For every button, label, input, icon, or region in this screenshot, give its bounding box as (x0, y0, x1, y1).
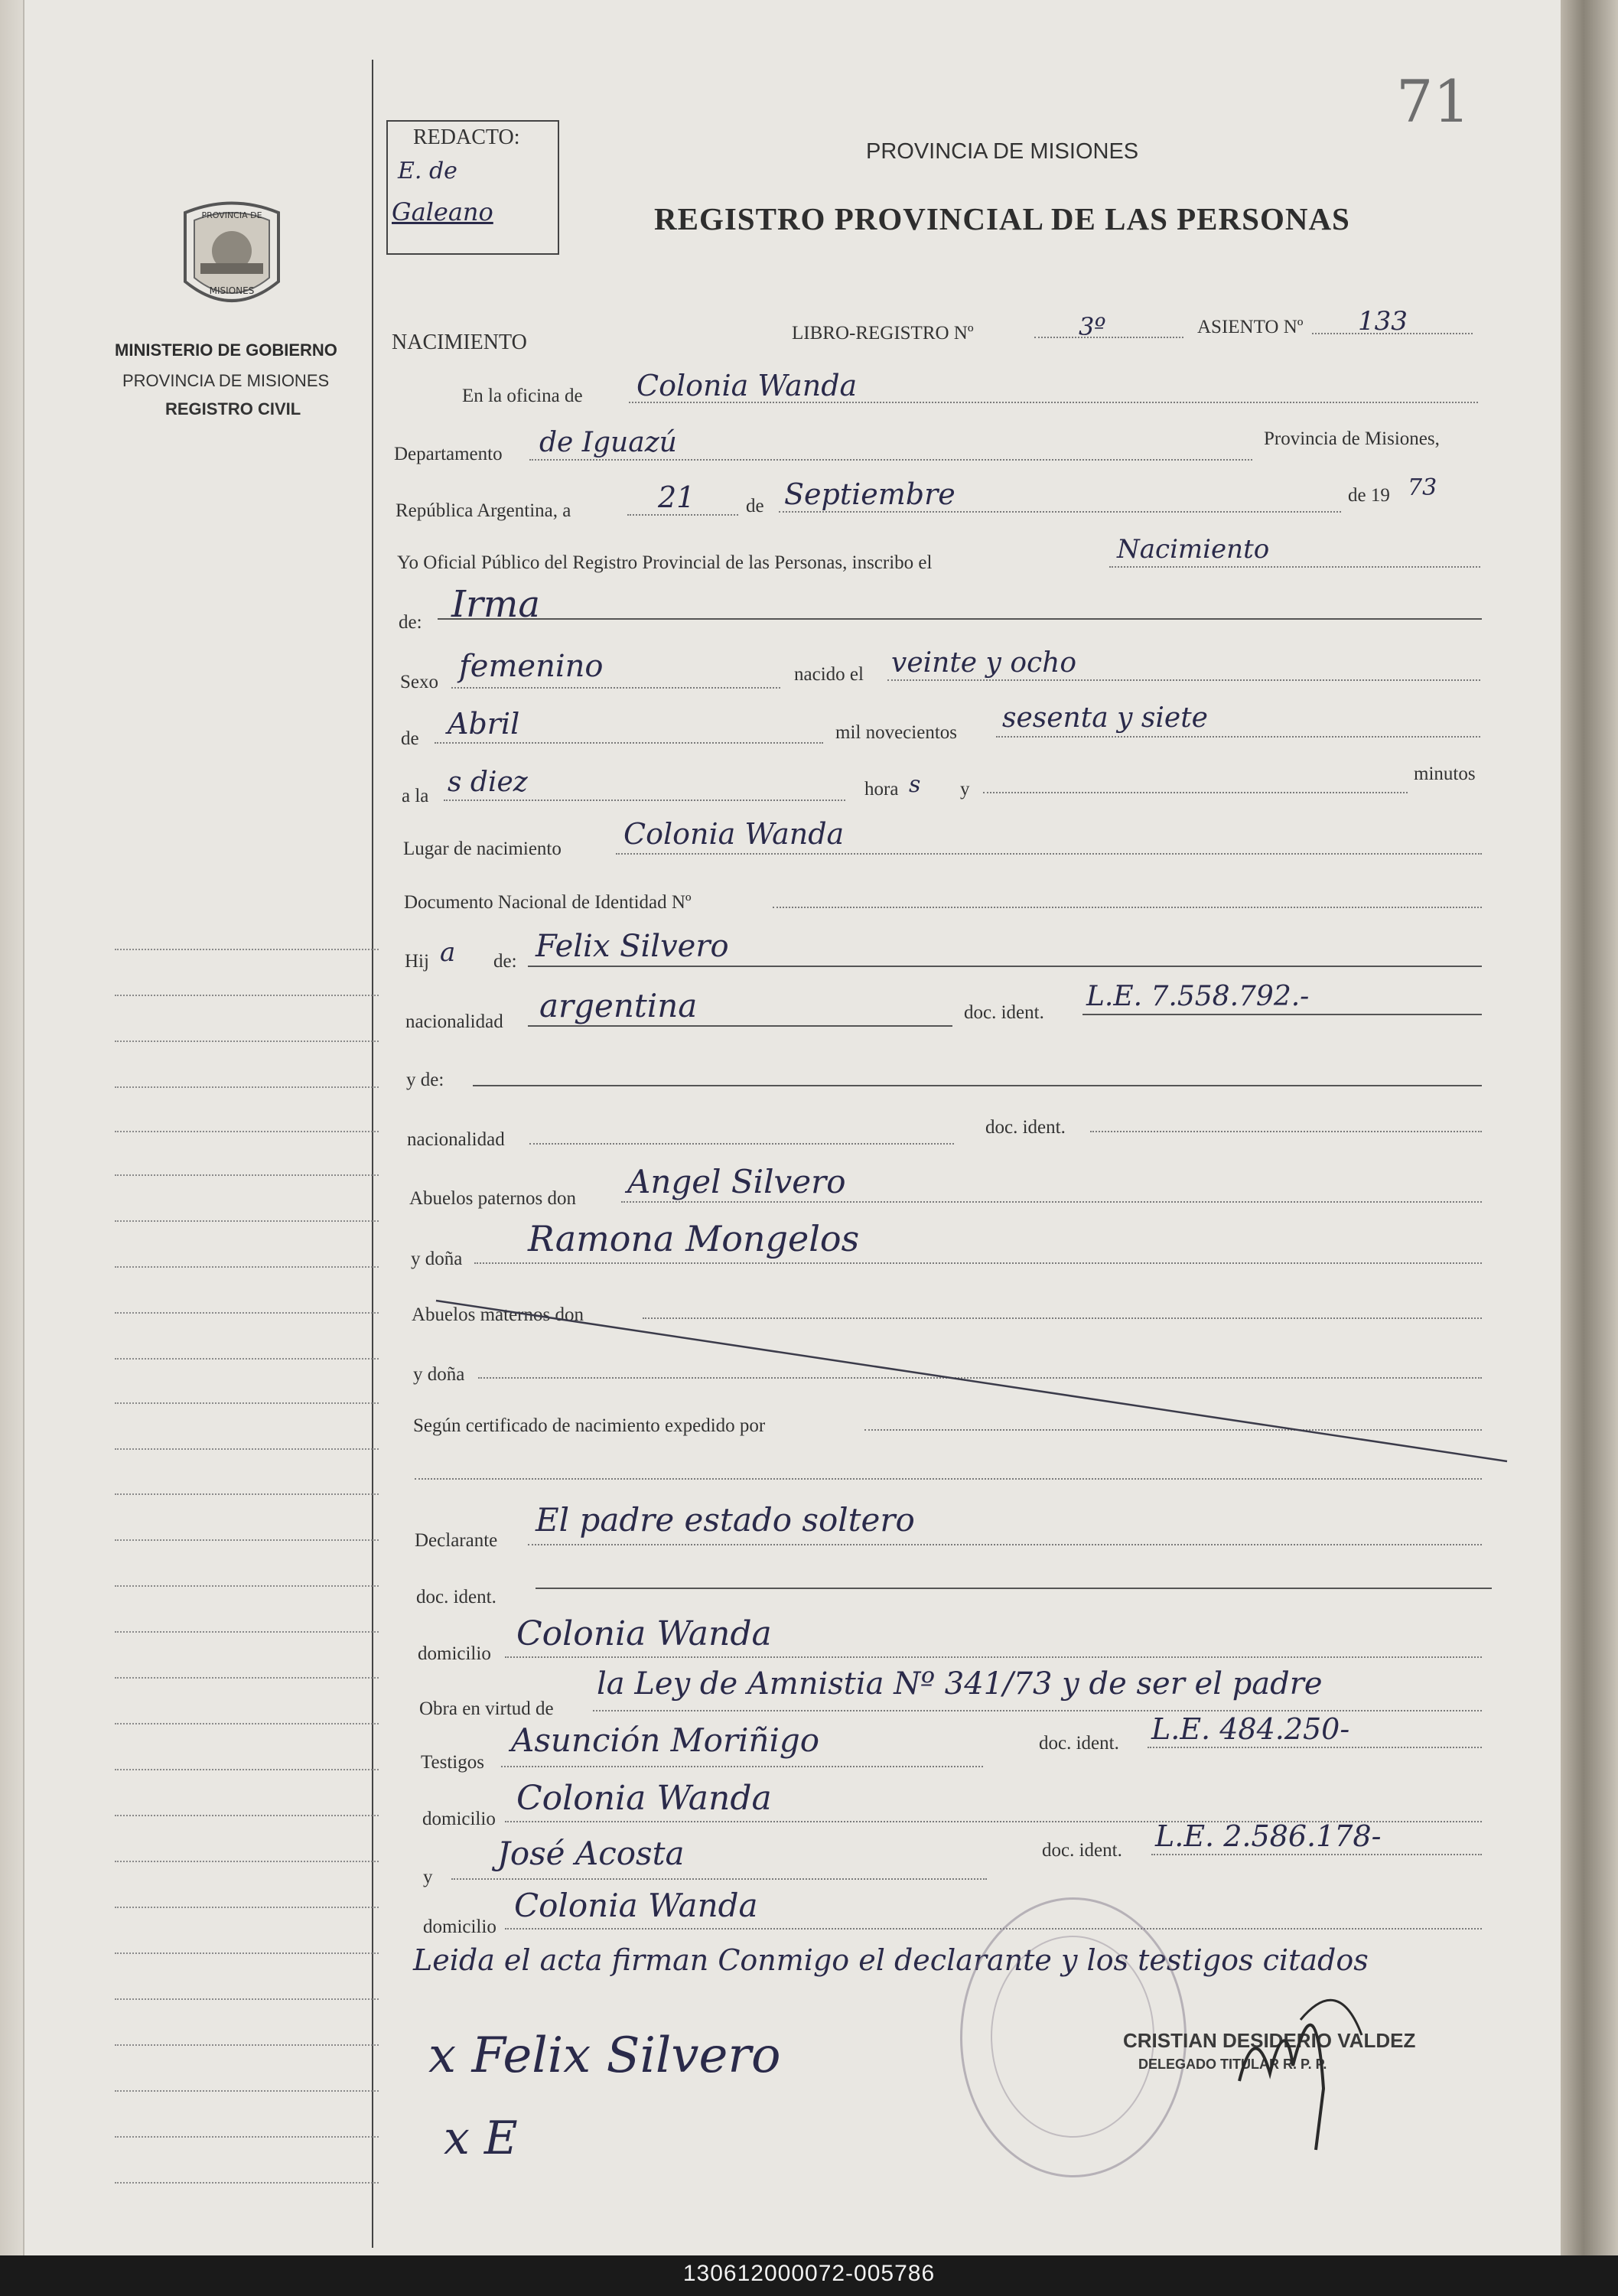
margin-rule (372, 60, 373, 2248)
father-docident-label: doc. ident. (964, 1002, 1044, 1023)
nacido-label: nacido el (794, 664, 864, 685)
footer-code: 130612000072-005786 (682, 2261, 936, 2286)
abuelo-pat-value: Angel Silvero (627, 1163, 846, 1200)
obra-label: Obra en virtud de (419, 1698, 554, 1719)
act-type: NACIMIENTO (392, 331, 527, 354)
asiento-label: ASIENTO Nº (1197, 317, 1304, 337)
obra-value: la Ley de Amnistia Nº 341/73 y de ser el padre (597, 1666, 1323, 1702)
testigo2-value: José Acosta (497, 1835, 685, 1872)
abuelos-pat-label: Abuelos paternos don (409, 1188, 577, 1209)
father-doc: L.E. 7.558.792.- (1086, 981, 1310, 1012)
book-spine (1561, 0, 1618, 2296)
nacionalidad-label: nacionalidad (405, 1011, 503, 1032)
dni-label: Documento Nacional de Identidad Nº (404, 892, 692, 913)
redacto-line1: E. de (398, 158, 457, 184)
birth-year-value: sesenta y siete (1002, 702, 1208, 734)
father-nationality: argentina (539, 987, 698, 1024)
domicilio1-label: domicilio (418, 1643, 491, 1664)
libro-value: 3º (1079, 312, 1106, 341)
testigo1-doc: L.E. 484.250- (1151, 1712, 1350, 1746)
hora-value: s (909, 771, 921, 798)
testigo2-docident-label: doc. ident. (1042, 1840, 1122, 1861)
declarante-value: El padre estado soltero (536, 1501, 915, 1539)
official-title: DELEGADO TITULAR R. P. P. (1138, 2057, 1327, 2072)
testigo2-y-label: y (423, 1867, 433, 1887)
hija-label: Hij (405, 951, 429, 972)
minutos-label: minutos (1414, 764, 1476, 784)
departamento-value: de Iguazú (539, 427, 677, 458)
cancel-stroke (428, 1293, 1515, 1469)
domicilio3-label: domicilio (423, 1917, 496, 1937)
domicilio1-value: Colonia Wanda (516, 1614, 772, 1653)
lugar-label: Lugar de nacimiento (403, 839, 562, 859)
month-de-label: de (746, 496, 764, 516)
redacto-label: REDACTO: (413, 125, 520, 149)
oficina-value: Colonia Wanda (636, 369, 858, 402)
republica-label: República Argentina, a (396, 500, 571, 521)
ala-value: s diez (448, 767, 528, 798)
declarante-docident-label: doc. ident. (416, 1587, 496, 1607)
provincia-label: Provincia de Misiones, (1264, 428, 1440, 449)
sexo-value: femenino (459, 649, 604, 684)
year-value: 73 (1408, 474, 1437, 501)
ministry-line1: MINISTERIO DE GOBIERNO (115, 340, 337, 360)
hora-label: hora (864, 779, 899, 800)
misiones-emblem (177, 197, 286, 320)
header-title: REGISTRO PROVINCIAL DE LAS PERSONAS (654, 201, 1350, 236)
domicilio2-value: Colonia Wanda (516, 1779, 772, 1818)
birth-de-label: de (401, 728, 419, 749)
abuela-pat-value: Ramona Mongelos (528, 1218, 860, 1259)
abuela-pat-label: y doña (411, 1249, 463, 1269)
testigo2-doc: L.E. 2.586.178- (1155, 1819, 1382, 1853)
yo-oficial-text: Yo Oficial Público del Registro Provincial de las Personas, inscribo el (397, 552, 933, 573)
declarante-label: Declarante (415, 1530, 498, 1551)
official-name: CRISTIAN DESIDERIO VALDEZ (1123, 2029, 1416, 2052)
inscribo-value: Nacimiento (1117, 534, 1270, 565)
emblem-bottom-text: MISIONES (209, 285, 255, 296)
asiento-value: 133 (1358, 306, 1408, 337)
segun-label: Según certificado de nacimiento expedido por (413, 1415, 766, 1436)
nacionalidad2-label: nacionalidad (407, 1129, 505, 1150)
emblem-top-text: PROVINCIA DE (201, 210, 262, 220)
ministry-line3: REGISTRO CIVIL (165, 399, 301, 418)
leida-text: Leida el acta firman Conmigo el declarante y los testigos citados (413, 1943, 1369, 1977)
redacto-line2: Galeano (392, 197, 493, 226)
witness-marks: x E (444, 2112, 518, 2165)
month-value: Septiembre (784, 477, 955, 511)
departamento-label: Departamento (394, 444, 503, 464)
mother-label: y de: (406, 1070, 444, 1090)
ala-label: a la (402, 786, 429, 806)
sexo-label: Sexo (400, 672, 438, 692)
abuela-mat-label: y doña (413, 1364, 465, 1385)
ministry-line2: PROVINCIA DE MISIONES (122, 371, 330, 390)
official-signature-stroke (1224, 1928, 1369, 2158)
father-value: Felix Silvero (536, 929, 729, 964)
nacido-value: veinte y ocho (891, 647, 1077, 679)
testigo1-value: Asunción Moriñigo (511, 1721, 820, 1759)
oficina-label: En la oficina de (462, 386, 583, 406)
name-value: Irma (451, 583, 541, 626)
mil-label: mil novecientos (835, 722, 957, 743)
year-label: de 19 (1348, 485, 1390, 506)
header-province: PROVINCIA DE MISIONES (866, 139, 1139, 164)
testigos-label: Testigos (421, 1752, 484, 1773)
libro-label: LIBRO-REGISTRO Nº (792, 323, 974, 344)
felix-signature: x Felix Silvero (428, 2027, 781, 2084)
mother-docident-label: doc. ident. (985, 1117, 1066, 1138)
abuelos-mat-label: Abuelos maternos don (412, 1304, 584, 1325)
hija-de-label: de: (493, 951, 517, 972)
domicilio3-value: Colonia Wanda (514, 1887, 758, 1924)
testigo1-docident-label: doc. ident. (1039, 1733, 1119, 1754)
name-de-label: de: (399, 612, 422, 633)
day-value: 21 (658, 480, 695, 514)
page-number: 71 (1396, 67, 1470, 135)
birth-month-value: Abril (448, 707, 520, 741)
lugar-value: Colonia Wanda (623, 817, 845, 851)
hija-suffix: a (440, 937, 456, 968)
hora-y-label: y (960, 779, 970, 800)
domicilio2-label: domicilio (422, 1809, 496, 1829)
